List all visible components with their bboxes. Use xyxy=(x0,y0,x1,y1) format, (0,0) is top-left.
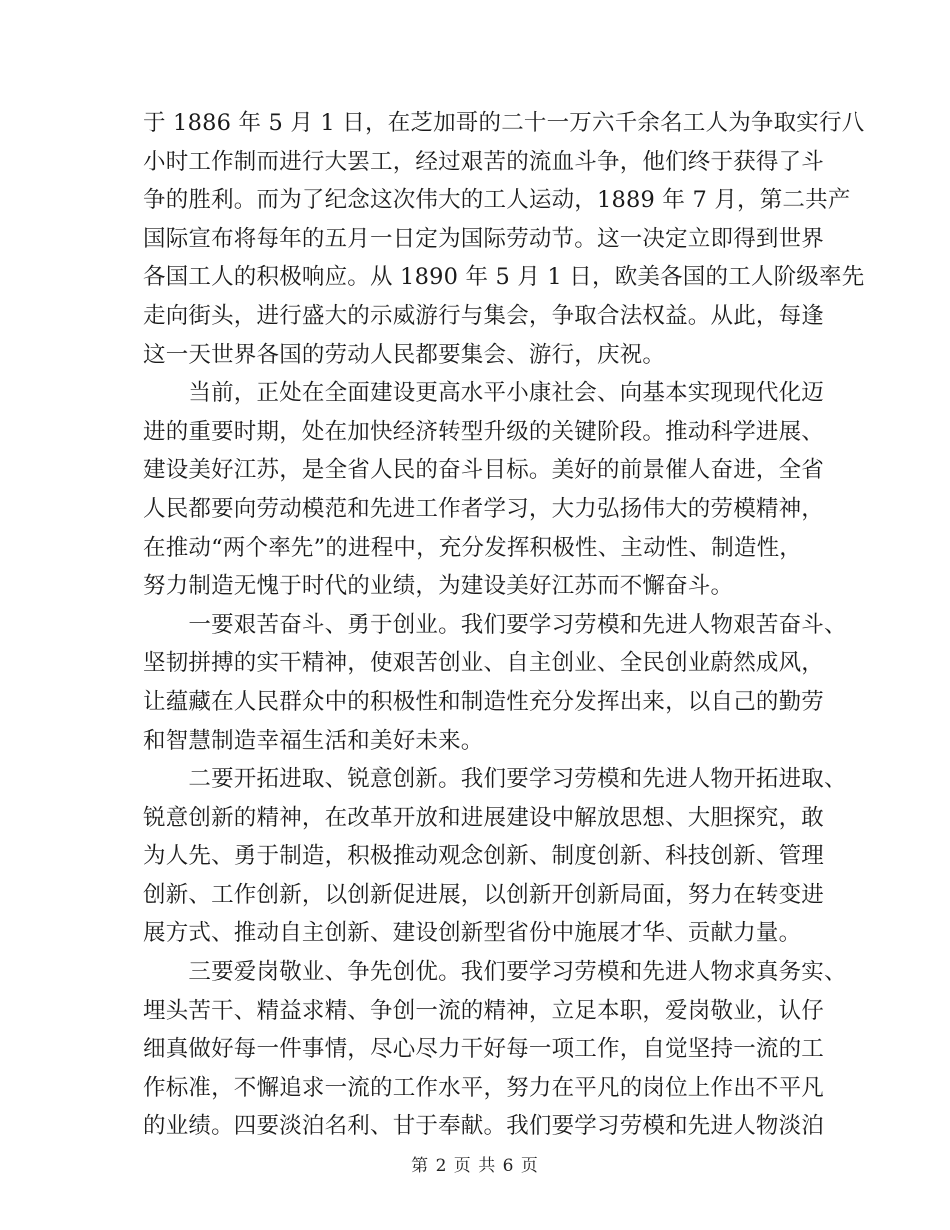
text-line: 和智慧制造幸福生活和美好未来。 xyxy=(143,727,484,754)
text-line: 为人先、勇于制造，积极推动观念创新、制度创新、科技创新、管理 xyxy=(143,843,825,870)
page-number-footer: 第 2 页 共 6 页 xyxy=(411,1156,539,1176)
text-line: 的业绩。四要淡泊名利、甘于奉献。我们要学习劳模和先进人物淡泊 xyxy=(143,1113,825,1140)
text-line: 创新、工作创新，以创新促进展，以创新开创新局面，努力在转变进 xyxy=(143,881,825,908)
text-line: 展方式、推动自主创新、建设创新型省份中施展才华、贡献力量。 xyxy=(143,920,802,947)
text-line: 于 1886 年 5 月 1 日，在芝加哥的二十一万六千余名工人为争取实行八 xyxy=(143,110,865,136)
text-line: 建设美好江苏，是全省人民的奋斗目标。美好的前景催人奋进，全省 xyxy=(143,457,825,484)
text-line: 进的重要时期，处在加快经济转型升级的关键阶段。推动科学进展、 xyxy=(143,418,825,445)
text-line: 争的胜利。而为了纪念这次伟大的工人运动，1889 年 7 月，第二共产 xyxy=(143,187,851,214)
text-line: 走向街头，进行盛大的示威游行与集会，争取合法权益。从此，每逢 xyxy=(143,302,825,329)
text-line: 一要艰苦奋斗、勇于创业。我们要学习劳模和先进人物艰苦奋斗、 xyxy=(143,611,847,638)
text-line: 努力制造无愧于时代的业绩，为建设美好江苏而不懈奋斗。 xyxy=(143,573,734,600)
text-line: 三要爱岗敬业、争先创优。我们要学习劳模和先进人物求真务实、 xyxy=(143,959,847,986)
text-line: 在推动“两个率先”的进程中，充分发挥积极性、主动性、制造性， xyxy=(143,534,803,561)
text-line: 当前，正处在全面建设更高水平小康社会、向基本实现现代化迈 xyxy=(143,380,825,407)
text-line: 让蕴藏在人民群众中的积极性和制造性充分发挥出来，以自己的勤劳 xyxy=(143,688,825,715)
text-line: 埋头苦干、精益求精、争创一流的精神，立足本职，爱岗敬业，认仔 xyxy=(143,997,825,1024)
body-text xyxy=(143,104,865,1146)
text-line: 作标准，不懈追求一流的工作水平，努力在平凡的岗位上作出不平凡 xyxy=(143,1074,825,1101)
text-line: 小时工作制而进行大罢工，经过艰苦的流血斗争，他们终于获得了斗 xyxy=(143,148,825,175)
text-line: 二要开拓进取、锐意创新。我们要学习劳模和先进人物开拓进取、 xyxy=(143,766,847,793)
text-line: 锐意创新的精神，在改革开放和进展建设中解放思想、大胆探究，敢 xyxy=(143,804,825,831)
text-line: 各国工人的积极响应。从 1890 年 5 月 1 日，欧美各国的工人阶级率先 xyxy=(143,264,865,291)
text-line: 细真做好每一件事情，尽心尽力干好每一项工作，自觉坚持一流的工 xyxy=(143,1036,825,1063)
text-line: 这一天世界各国的劳动人民都要集会、游行，庆祝。 xyxy=(143,341,666,368)
text-line: 坚韧拼搏的实干精神，使艰苦创业、自主创业、全民创业蔚然成风， xyxy=(143,650,825,677)
text-line: 人民都要向劳动模范和先进工作者学习，大力弘扬伟大的劳模精神， xyxy=(143,495,825,522)
text-line: 国际宣布将每年的五月一日定为国际劳动节。这一决定立即得到世界 xyxy=(143,225,825,252)
